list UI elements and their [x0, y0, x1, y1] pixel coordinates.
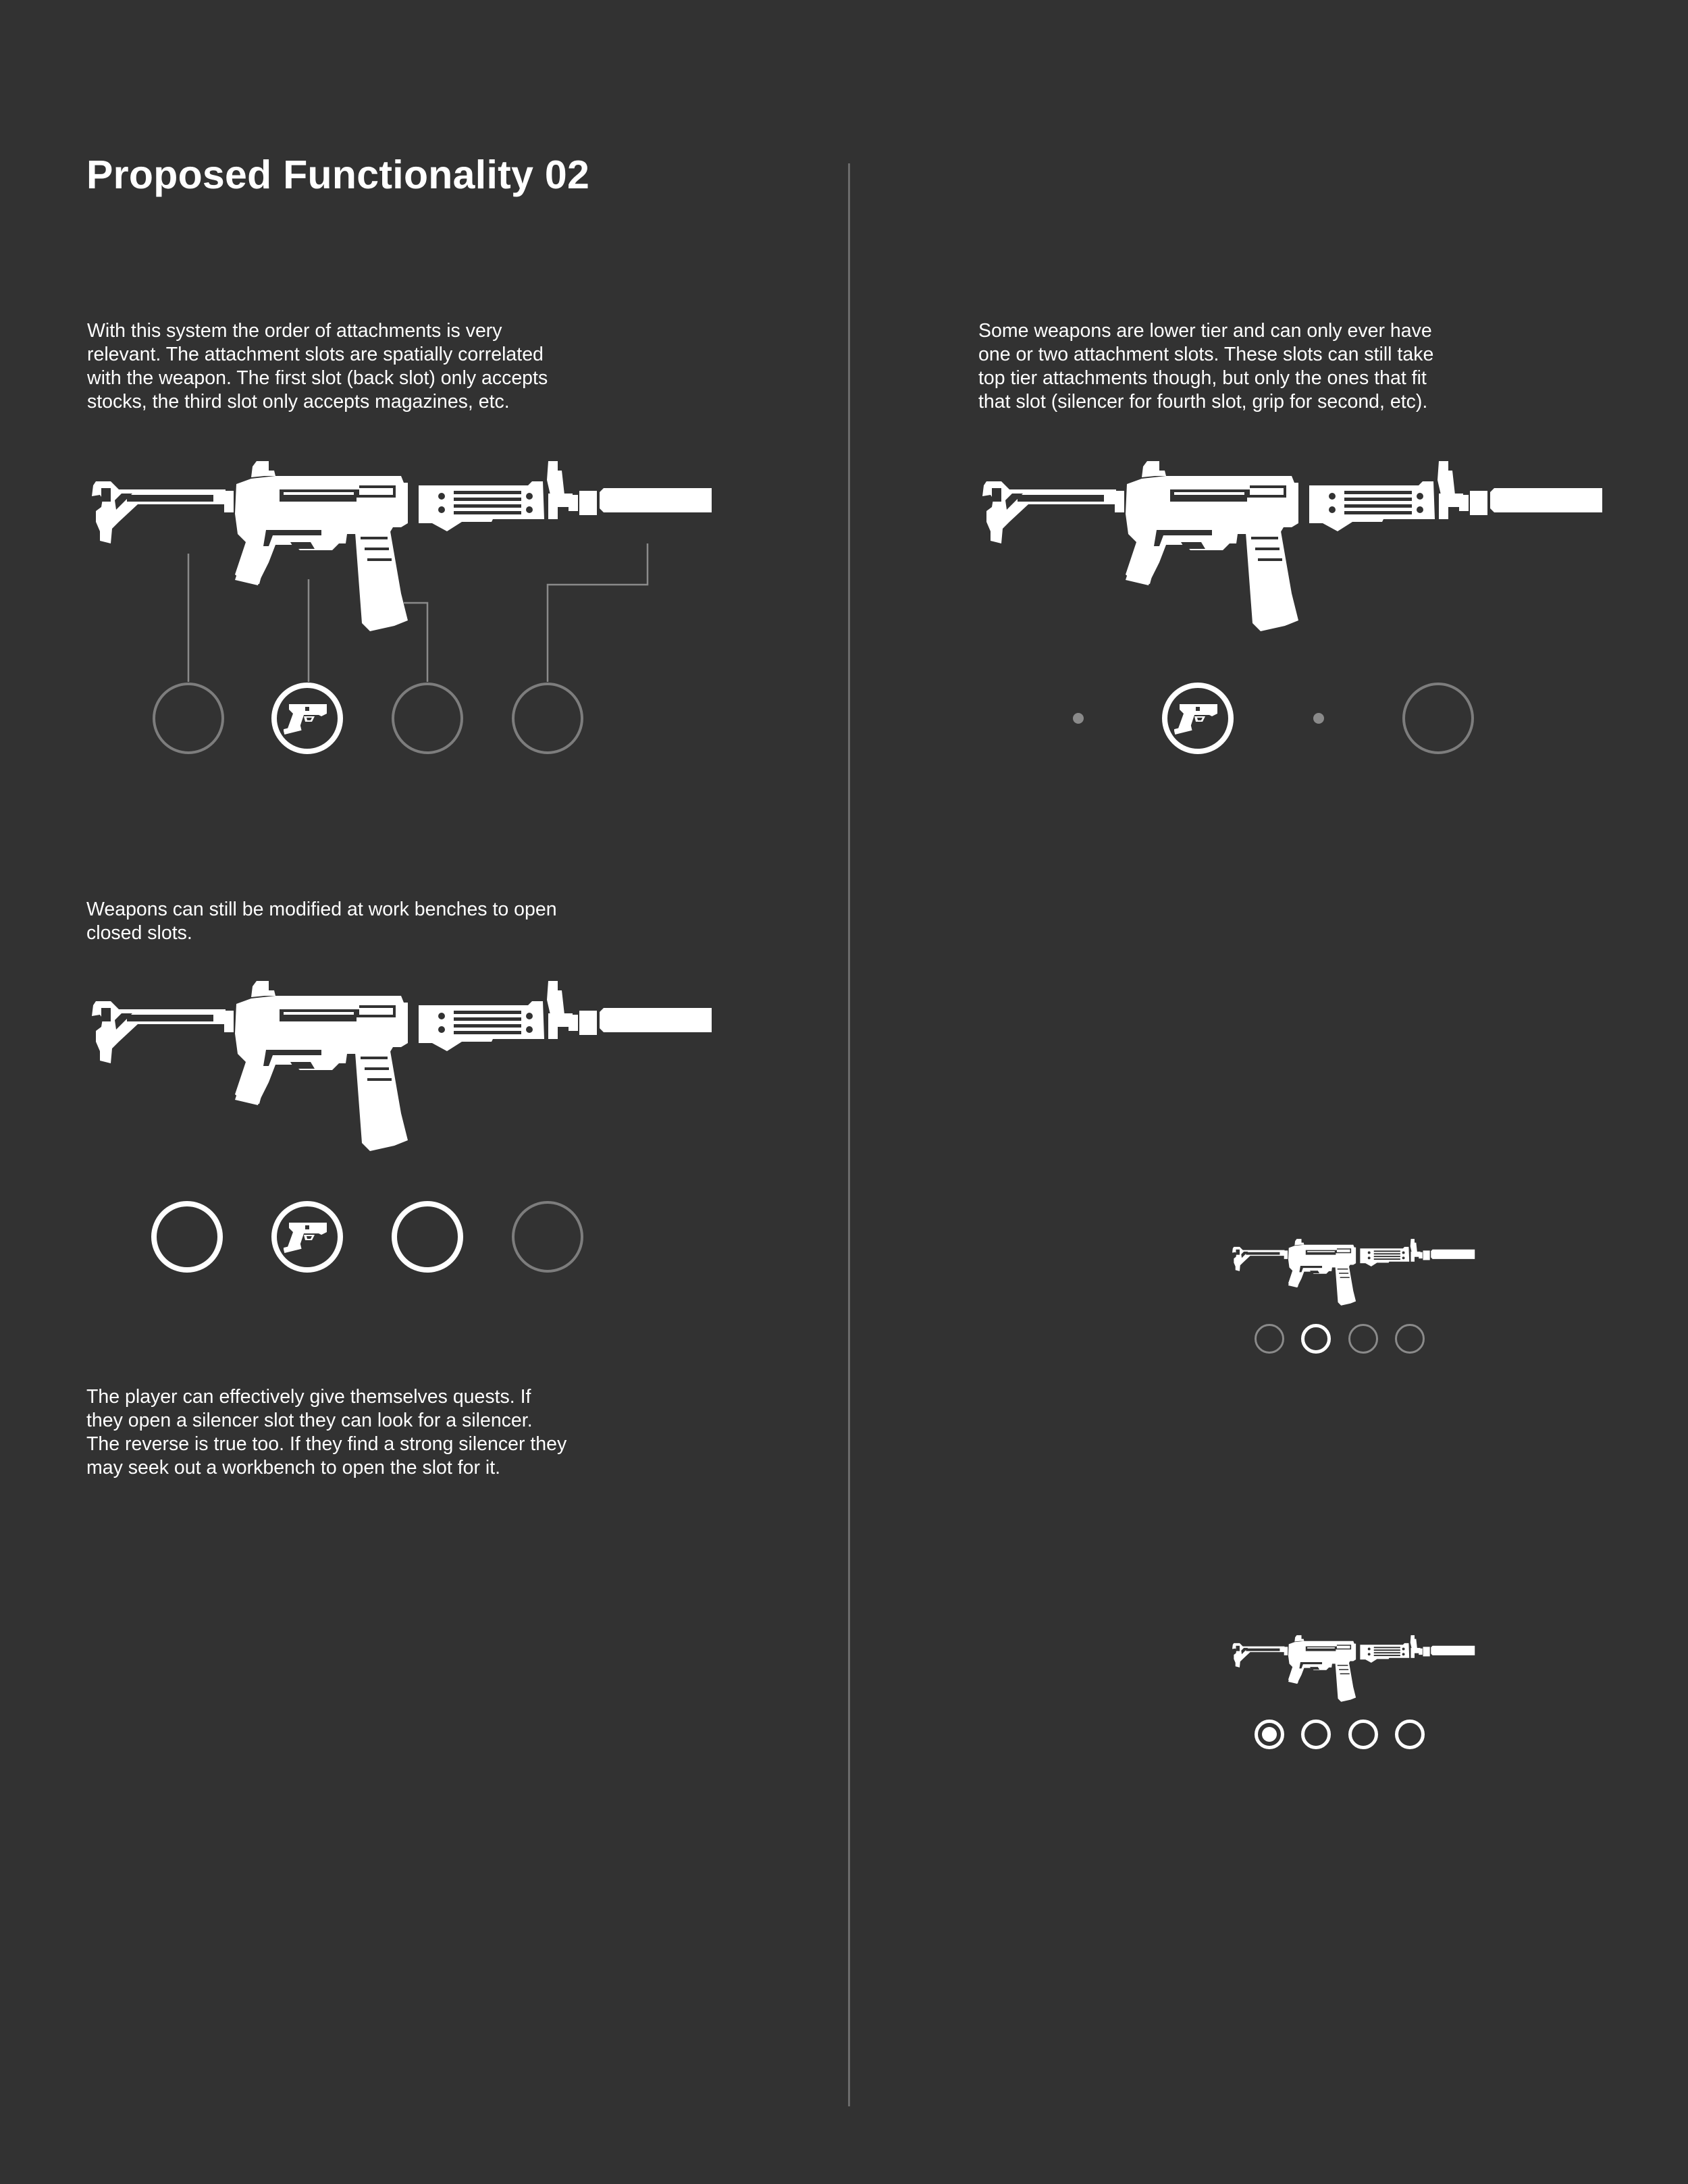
workbench-line: Weapons can still be modified at work benches to open: [86, 899, 557, 920]
selected-indicator: [1262, 1727, 1277, 1742]
quests-line: The reverse is true too. If they find a strong silencer they: [86, 1433, 567, 1455]
lower-tier-line: that slot (silencer for fourth slot, grip for second, etc).: [978, 391, 1428, 412]
stock-slot[interactable]: [1255, 1324, 1284, 1354]
workbench-paragraph: [86, 898, 557, 945]
workbench-line: closed slots.: [86, 922, 192, 944]
grip-slot[interactable]: [1301, 1720, 1331, 1749]
stock-slot[interactable]: [151, 1201, 223, 1273]
grip-slot[interactable]: [1162, 683, 1234, 754]
lower-tier-line: Some weapons are lower tier and can only ever have: [978, 320, 1432, 342]
lower-tier-line: one or two attachment slots. These slots can still take: [978, 344, 1434, 365]
page-title: Proposed Functionality 02: [86, 153, 590, 197]
rifle-silhouette-icon: [1232, 1635, 1475, 1704]
rifle-silhouette-icon: [92, 981, 713, 1156]
magazine-slot[interactable]: [1348, 1324, 1378, 1354]
quests-line: they open a silencer slot they can look for a silencer.: [86, 1410, 533, 1431]
intro-line: stocks, the third slot only accepts magazines, etc.: [87, 391, 510, 412]
lower-tier-paragraph: [978, 319, 1433, 414]
stock-slot-selected[interactable]: [1255, 1720, 1284, 1749]
magazine-slot[interactable]: [392, 683, 463, 754]
intro-line: With this system the order of attachments is very: [87, 320, 502, 342]
silencer-slot[interactable]: [1402, 683, 1474, 754]
grip-slot[interactable]: [1301, 1324, 1331, 1354]
silencer-slot[interactable]: [1395, 1324, 1425, 1354]
stock-slot[interactable]: [153, 683, 224, 754]
intro-line: with the weapon. The first slot (back slot) only accepts: [87, 367, 548, 389]
grip-attachment-icon: [284, 701, 331, 735]
silencer-slot[interactable]: [1395, 1720, 1425, 1749]
quests-line: may seek out a workbench to open the slot for it.: [86, 1457, 501, 1479]
rifle-silhouette-icon: [1232, 1239, 1475, 1308]
rifle-silhouette-icon: [92, 461, 713, 637]
quests-paragraph: [86, 1385, 566, 1480]
silencer-slot[interactable]: [512, 1201, 583, 1273]
silencer-slot[interactable]: [512, 683, 583, 754]
magazine-slot[interactable]: [1348, 1720, 1378, 1749]
magazine-slot[interactable]: [392, 1201, 463, 1273]
intro-paragraph: [87, 319, 548, 414]
quests-line: The player can effectively give themselves quests. If: [86, 1386, 531, 1408]
grip-slot[interactable]: [271, 683, 343, 754]
grip-slot[interactable]: [271, 1201, 343, 1273]
column-divider: [848, 163, 850, 2106]
closed-slot-dot: [1073, 713, 1084, 724]
closed-slot-dot: [1313, 713, 1324, 724]
rifle-silhouette-icon: [982, 461, 1604, 637]
grip-attachment-icon: [284, 1220, 331, 1254]
lower-tier-line: top tier attachments though, but only the ones that fit: [978, 367, 1427, 389]
grip-attachment-icon: [1174, 701, 1221, 735]
intro-line: relevant. The attachment slots are spatially correlated: [87, 344, 544, 365]
